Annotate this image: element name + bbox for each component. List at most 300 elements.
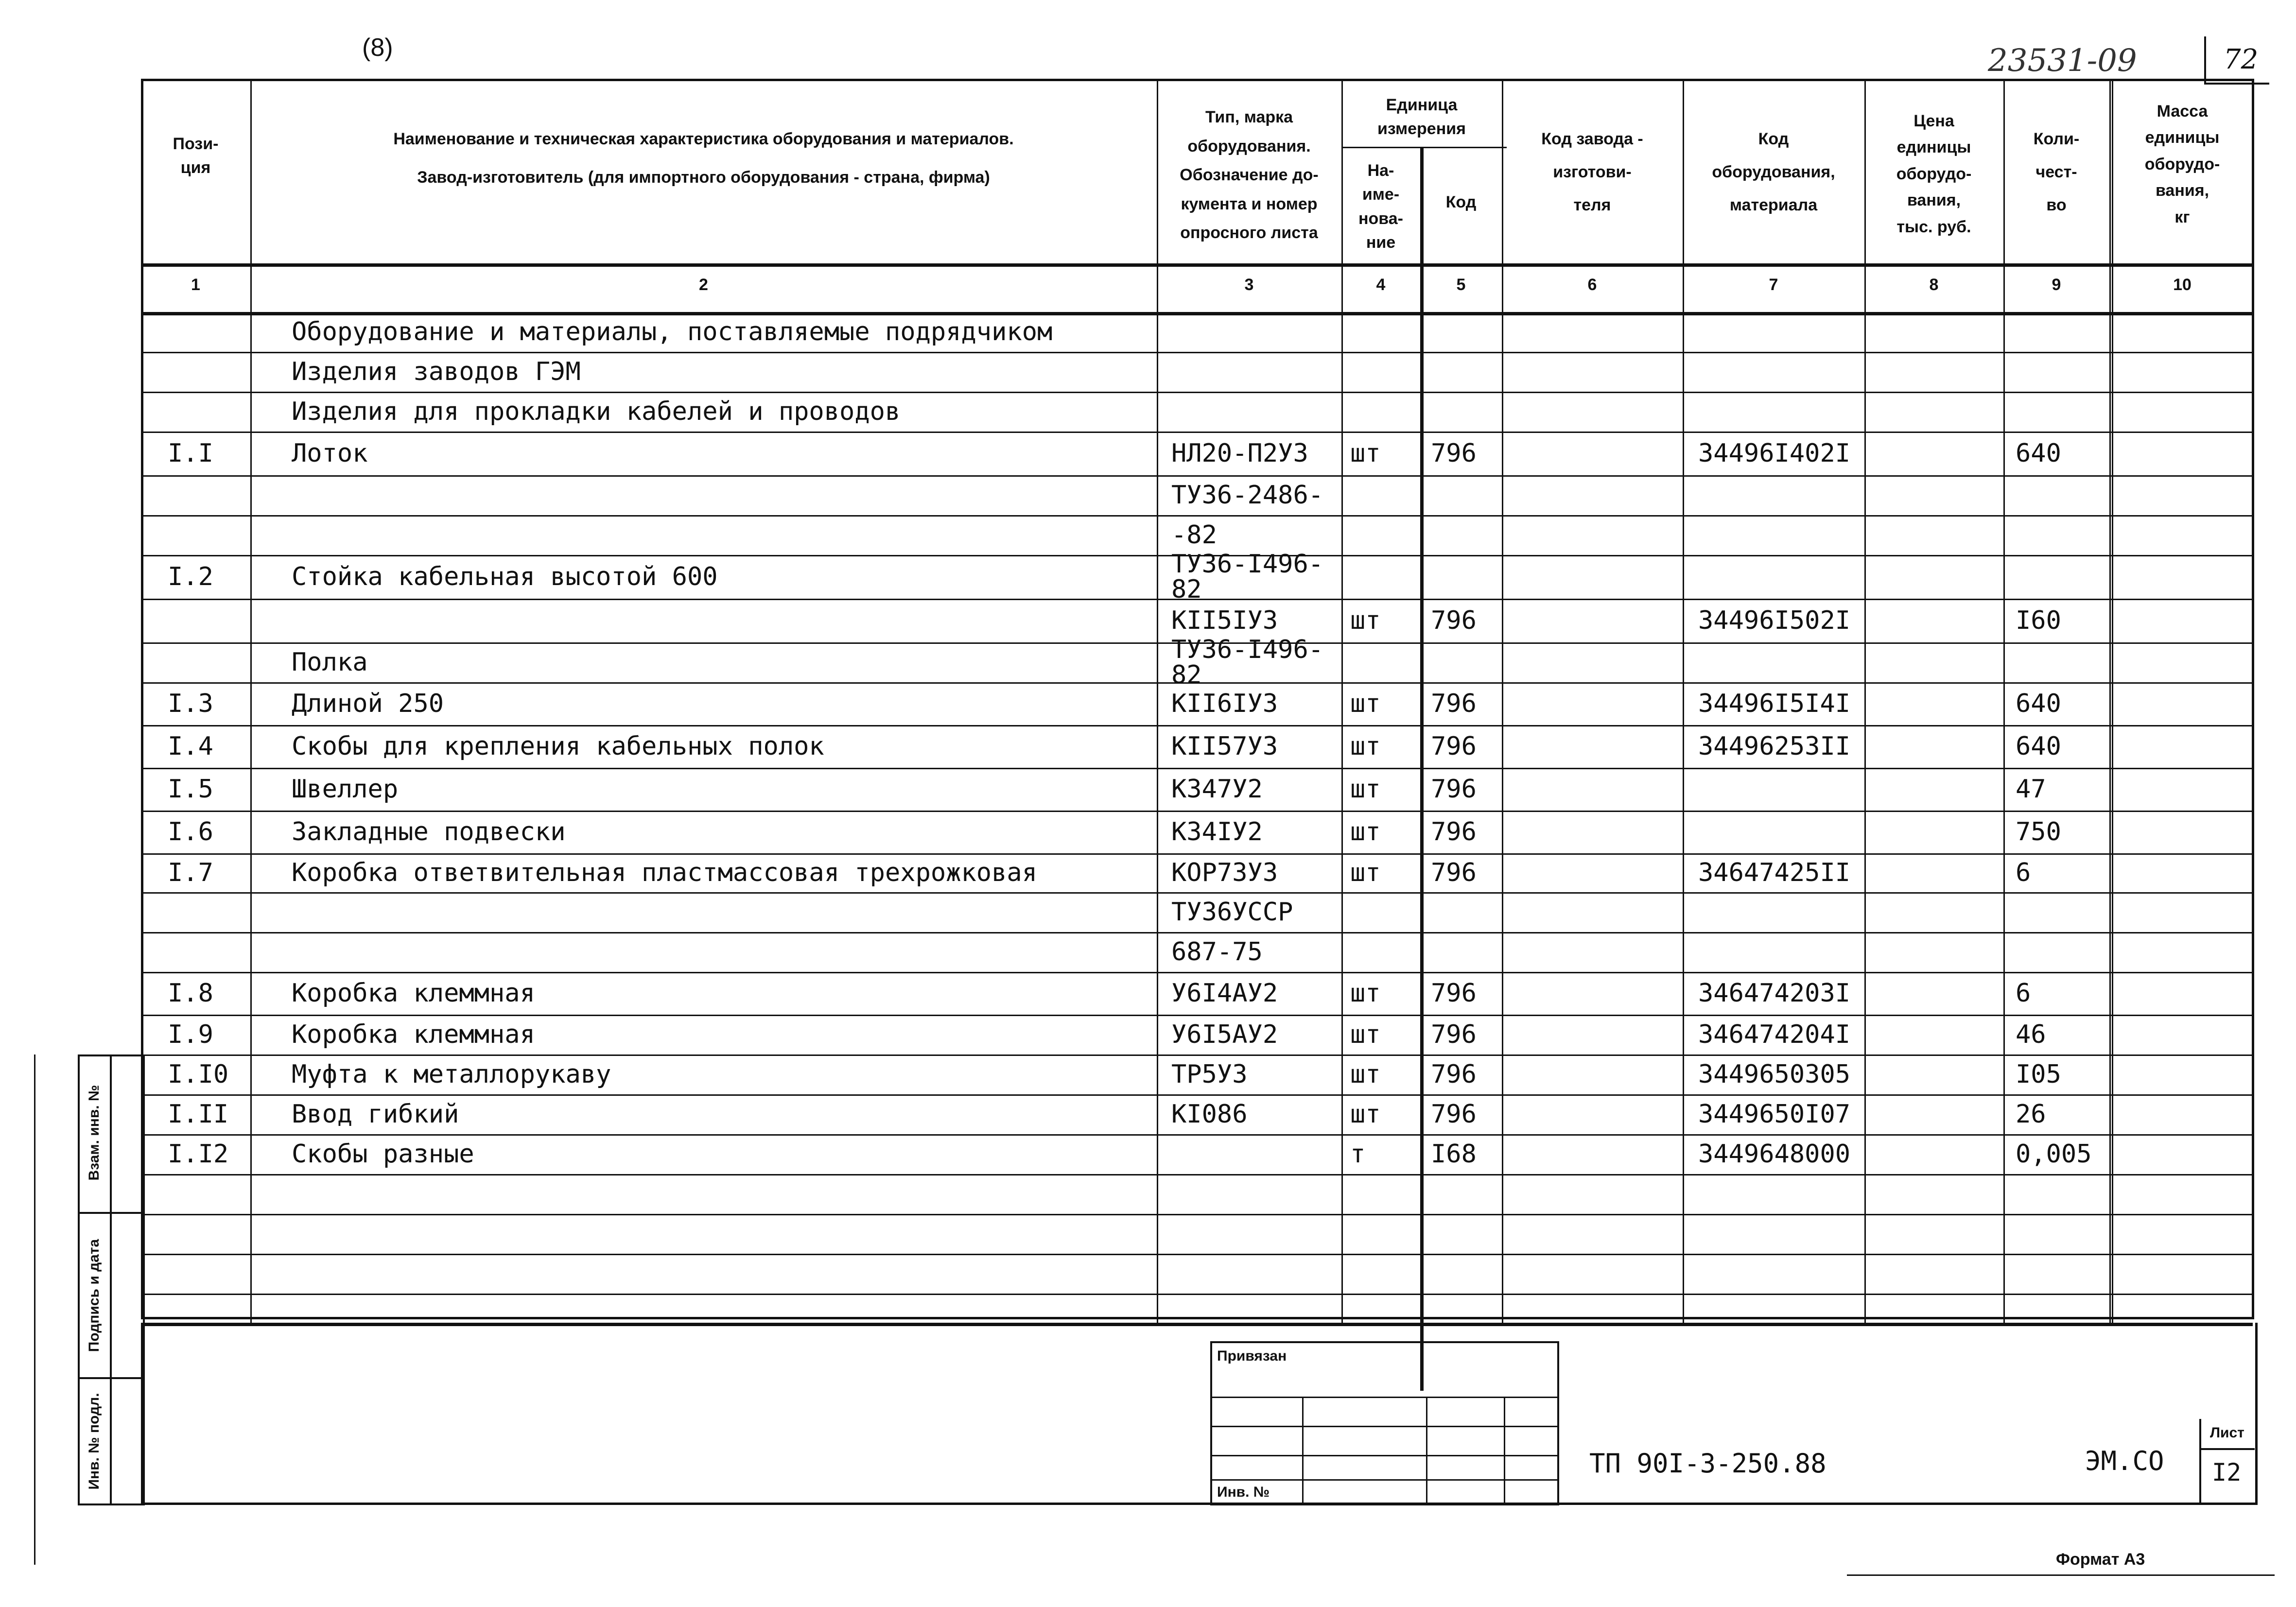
- cell-type: [1171, 312, 1339, 352]
- col-header-unit-code: Код: [1445, 193, 1477, 211]
- cell-type: КII57У3: [1171, 732, 1278, 761]
- cell-unit: шт: [1350, 1100, 1381, 1129]
- cell-pos: [168, 312, 247, 352]
- cell-mat: [1698, 768, 1861, 811]
- table-body: [141, 312, 2253, 1323]
- cell-plant: [1516, 1174, 1680, 1214]
- cell-price: [1879, 768, 2000, 811]
- table-row: [141, 635, 2253, 690]
- stamp-inv-label: Инв. №: [1217, 1484, 1270, 1500]
- cell-mass: [2126, 682, 2250, 725]
- cell-qty: [2016, 352, 2106, 392]
- cell-qty: 750: [2016, 817, 2061, 847]
- cell-plant: [1516, 1015, 1680, 1054]
- cell-mat: 346474203I: [1698, 979, 1851, 1008]
- cell-type: К34IУ2: [1171, 817, 1263, 847]
- cell-qty: 46: [2016, 1020, 2046, 1049]
- cell-code: 796: [1431, 979, 1477, 1008]
- cell-pos: I.8: [168, 979, 213, 1008]
- table-row: [141, 1094, 2253, 1134]
- table-row: [141, 811, 2253, 853]
- cell-plant: [1516, 1214, 1680, 1254]
- cell-name: Скобы разные: [292, 1140, 474, 1169]
- table-row: [141, 550, 2253, 604]
- cell-qty: I05: [2016, 1060, 2061, 1089]
- cell-mass: [2126, 642, 2250, 682]
- cell-code: 796: [1431, 1060, 1477, 1089]
- cell-mat: [1698, 312, 1861, 352]
- table-row: [141, 932, 2253, 972]
- cell-name: Коробка ответвительная пластмассовая трехрожковая: [292, 858, 1038, 887]
- table-row: [141, 475, 2253, 515]
- cell-pos: [168, 515, 247, 555]
- cell-qty: 6: [2016, 858, 2031, 887]
- cell-name: Длиной 250: [292, 689, 444, 718]
- col-num: 9: [2052, 276, 2061, 294]
- cell-name: Швеллер: [292, 775, 399, 804]
- cell-price: [1879, 892, 2000, 932]
- cell-mass: [2126, 555, 2250, 599]
- cell-code: 796: [1431, 732, 1477, 761]
- cell-mat: [1698, 642, 1861, 682]
- cell-mat: [1698, 515, 1861, 555]
- cell-mat: [1698, 352, 1861, 392]
- cell-price: [1879, 725, 2000, 768]
- cell-name: Полка: [292, 648, 368, 677]
- cell-qty: [2016, 555, 2106, 599]
- col-num: 8: [1929, 276, 1939, 294]
- mark: ЭМ.СО: [2085, 1446, 2164, 1476]
- cell-name: Коробка клеммная: [292, 1020, 535, 1049]
- cell-plant: [1516, 642, 1680, 682]
- cell-name: [292, 932, 1154, 972]
- table-row: [141, 1134, 2253, 1174]
- cell-mass: [2126, 392, 2250, 432]
- cell-plant: [1516, 768, 1680, 811]
- table-row: [141, 1054, 2253, 1094]
- table-row: [141, 1015, 2253, 1054]
- cell-price: [1879, 432, 2000, 475]
- col-header-plant-code: Код завода - изготови- теля: [1541, 130, 1643, 214]
- cell-unit: шт: [1350, 1020, 1381, 1049]
- cell-qty: [2016, 1254, 2106, 1294]
- cell-unit: [1350, 892, 1417, 932]
- cell-unit: [1350, 392, 1417, 432]
- cell-qty: [2016, 475, 2106, 515]
- cell-mat: 3449650I07: [1698, 1100, 1851, 1129]
- cell-unit: [1350, 932, 1417, 972]
- col-header-unit-group: Единица измерения: [1377, 96, 1466, 138]
- designation: ТП 90I-3-250.88: [1589, 1448, 1826, 1479]
- table-row: [141, 1254, 2253, 1294]
- cell-unit: [1350, 475, 1417, 515]
- cell-name: Ввод гибкий: [292, 1100, 459, 1129]
- cell-pos: I.4: [168, 732, 213, 761]
- cell-mat: [1698, 392, 1861, 432]
- cell-qty: [2016, 515, 2106, 555]
- cell-price: [1879, 515, 2000, 555]
- cell-unit: [1350, 642, 1417, 682]
- cell-type: У6I5АУ2: [1171, 1020, 1278, 1049]
- cell-plant: [1516, 1254, 1680, 1294]
- cell-mat: [1698, 1214, 1861, 1254]
- cell-plant: [1516, 1094, 1680, 1134]
- cell-code: [1431, 392, 1499, 432]
- table-row: [141, 972, 2253, 1015]
- cell-plant: [1516, 725, 1680, 768]
- cell-pos: [168, 642, 247, 682]
- cell-type: [1171, 1134, 1339, 1174]
- cell-pos: [168, 1254, 247, 1294]
- cell-pos: I.I0: [168, 1060, 229, 1089]
- cell-name: Коробка клеммная: [292, 979, 535, 1008]
- cell-pos: I.I: [168, 439, 213, 468]
- cell-mat: [1698, 1174, 1861, 1214]
- cell-mass: [2126, 432, 2250, 475]
- cell-pos: I.7: [168, 858, 213, 887]
- cell-code: [1431, 555, 1499, 599]
- col-num: 2: [699, 276, 708, 294]
- cell-unit: [1350, 1174, 1417, 1214]
- cell-pos: [168, 1174, 247, 1214]
- cell-code: 796: [1431, 775, 1477, 804]
- cell-plant: [1516, 312, 1680, 352]
- cell-qty: I60: [2016, 606, 2061, 635]
- cell-plant: [1516, 432, 1680, 475]
- spec-table: [141, 79, 2253, 1318]
- col-header-name: Наименование и техническая характеристика оборудования и материалов. Завод-изготовитель (для импортного оборудования - страна, фирма): [393, 130, 1014, 187]
- cell-type: [1171, 1214, 1339, 1254]
- sheet-number: I2: [2212, 1458, 2242, 1486]
- cell-pos: [168, 932, 247, 972]
- title-block: [141, 1323, 2258, 1505]
- cell-plant: [1516, 932, 1680, 972]
- cell-type: [1171, 1174, 1339, 1214]
- cell-price: [1879, 811, 2000, 853]
- page-number-handwritten: 72: [2224, 44, 2259, 75]
- cell-type: -82: [1171, 520, 1217, 550]
- cell-type: КII5IУ3: [1171, 606, 1278, 635]
- cell-mat: 34647425II: [1698, 858, 1851, 887]
- cell-type: КI086: [1171, 1100, 1248, 1129]
- cell-name: [292, 1214, 1154, 1254]
- col-num: 5: [1456, 276, 1466, 294]
- cell-unit: шт: [1350, 858, 1381, 887]
- cell-type: К347У2: [1171, 775, 1263, 804]
- cell-name: [292, 1174, 1154, 1214]
- cell-qty: 6: [2016, 979, 2031, 1008]
- cell-mass: [2126, 1094, 2250, 1134]
- cell-code: [1431, 932, 1499, 972]
- cell-price: [1879, 1054, 2000, 1094]
- side-strip: [78, 1054, 145, 1505]
- cell-plant: [1516, 1134, 1680, 1174]
- cell-qty: 640: [2016, 689, 2061, 718]
- cell-price: [1879, 1094, 2000, 1134]
- cell-pos: [168, 892, 247, 932]
- cell-name: [292, 1254, 1154, 1294]
- col-header-position: Пози- ция: [173, 135, 219, 177]
- cell-mass: [2126, 352, 2250, 392]
- cell-plant: [1516, 515, 1680, 555]
- cell-unit: шт: [1350, 439, 1381, 468]
- cell-pos: I.9: [168, 1020, 213, 1049]
- cell-price: [1879, 1214, 2000, 1254]
- cell-type: [1171, 352, 1339, 392]
- cell-pos: I.II: [168, 1100, 229, 1129]
- cell-name: [292, 475, 1154, 515]
- cell-price: [1879, 1015, 2000, 1054]
- cell-price: [1879, 1134, 2000, 1174]
- cell-price: [1879, 352, 2000, 392]
- cell-qty: 26: [2016, 1100, 2046, 1129]
- col-header-quantity: Коли- чест- во: [2033, 130, 2080, 214]
- cell-mass: [2126, 811, 2250, 853]
- cell-qty: [2016, 642, 2106, 682]
- cell-plant: [1516, 853, 1680, 892]
- cell-name: Изделия для прокладки кабелей и проводов: [292, 397, 901, 426]
- sheet-caption: Лист: [2210, 1425, 2244, 1441]
- cell-type: 687-75: [1171, 937, 1263, 967]
- cell-unit: [1350, 515, 1417, 555]
- cell-mass: [2126, 932, 2250, 972]
- cell-name: Муфта к металлорукаву: [292, 1060, 611, 1089]
- col-num: 6: [1587, 276, 1597, 294]
- cell-plant: [1516, 1054, 1680, 1094]
- cell-qty: [2016, 892, 2106, 932]
- cell-unit: шт: [1350, 817, 1381, 847]
- cell-mass: [2126, 515, 2250, 555]
- cell-name: [292, 515, 1154, 555]
- cell-mat: [1698, 555, 1861, 599]
- cell-code: [1431, 642, 1499, 682]
- cell-plant: [1516, 811, 1680, 853]
- table-row: [141, 312, 2253, 352]
- col-header-mass: Масса единицы оборудо- вания, кг: [2144, 102, 2220, 226]
- cell-plant: [1516, 599, 1680, 642]
- cell-pos: I.5: [168, 775, 213, 804]
- cell-plant: [1516, 392, 1680, 432]
- cell-price: [1879, 1254, 2000, 1294]
- cell-plant: [1516, 555, 1680, 599]
- cell-type: [1171, 392, 1339, 432]
- cell-type: КОР73У3: [1171, 858, 1278, 887]
- cell-code: [1431, 1254, 1499, 1294]
- table-row: [141, 725, 2253, 768]
- cell-code: 796: [1431, 1020, 1477, 1049]
- table-row: [141, 515, 2253, 555]
- table-row: [141, 768, 2253, 811]
- cell-plant: [1516, 682, 1680, 725]
- cell-qty: 47: [2016, 775, 2046, 804]
- cell-mat: 34496I502I: [1698, 606, 1851, 635]
- cell-qty: 0,005: [2016, 1140, 2092, 1169]
- cell-name: [292, 892, 1154, 932]
- cell-code: I68: [1431, 1140, 1477, 1169]
- cell-unit: шт: [1350, 732, 1381, 761]
- cell-plant: [1516, 892, 1680, 932]
- cell-code: 796: [1431, 858, 1477, 887]
- cell-type: ТУ36-I496-82: [1171, 635, 1324, 690]
- cell-unit: шт: [1350, 1060, 1381, 1089]
- cell-mass: [2126, 768, 2250, 811]
- cell-mass: [2126, 475, 2250, 515]
- table-row: [141, 682, 2253, 725]
- cell-code: [1431, 312, 1499, 352]
- binding-stamp: [1210, 1341, 1559, 1505]
- cell-price: [1879, 475, 2000, 515]
- cell-price: [1879, 682, 2000, 725]
- cell-pos: I.6: [168, 817, 213, 847]
- cell-mass: [2126, 1134, 2250, 1174]
- cell-type: У6I4АУ2: [1171, 979, 1278, 1008]
- side-label-vzam: Взам. инв. №: [86, 1085, 102, 1181]
- cell-unit: шт: [1350, 979, 1381, 1008]
- table-row: [141, 392, 2253, 432]
- table-row: [141, 432, 2253, 475]
- cell-unit: шт: [1350, 775, 1381, 804]
- table-row: [141, 1214, 2253, 1254]
- cell-pos: [168, 352, 247, 392]
- col-num: 1: [191, 276, 200, 294]
- cell-mat: 3449650305: [1698, 1060, 1851, 1089]
- cell-mass: [2126, 1015, 2250, 1054]
- cell-pos: [168, 1214, 247, 1254]
- cell-code: 796: [1431, 439, 1477, 468]
- cell-plant: [1516, 352, 1680, 392]
- cell-plant: [1516, 972, 1680, 1015]
- cell-price: [1879, 1174, 2000, 1214]
- cell-type: ТУ36-2486-: [1171, 481, 1324, 510]
- cell-mat: 346474204I: [1698, 1020, 1851, 1049]
- cell-qty: [2016, 392, 2106, 432]
- cell-type: ТУ36-I496-82: [1171, 550, 1324, 604]
- cell-unit: [1350, 312, 1417, 352]
- col-num: 3: [1244, 276, 1254, 294]
- cell-mass: [2126, 892, 2250, 932]
- cell-pos: [168, 392, 247, 432]
- cell-name: Оборудование и материалы, поставляемые подрядчиком: [292, 317, 1053, 346]
- cell-plant: [1516, 475, 1680, 515]
- cell-name: Стойка кабельная высотой 600: [292, 562, 718, 591]
- col-num: 10: [2173, 276, 2192, 294]
- cell-price: [1879, 932, 2000, 972]
- col-header-material-code: Код оборудования, материала: [1712, 130, 1835, 214]
- cell-unit: [1350, 1214, 1417, 1254]
- cell-unit: шт: [1350, 606, 1381, 635]
- format-label: Формат А3: [2056, 1550, 2145, 1569]
- cell-unit: т: [1350, 1140, 1366, 1169]
- stamp-title: Привязан: [1217, 1348, 1287, 1364]
- sheet-box: [2199, 1419, 2255, 1503]
- cell-mat: 34496I402I: [1698, 439, 1851, 468]
- sheet-label: (8): [362, 34, 393, 62]
- col-num: 4: [1376, 276, 1386, 294]
- cell-name: Закладные подвески: [292, 817, 566, 847]
- cell-mat: 34496I5I4I: [1698, 689, 1851, 718]
- cell-mass: [2126, 312, 2250, 352]
- doc-number-handwritten: 23531-09: [1988, 43, 2137, 79]
- cell-mat: 3449648000: [1698, 1140, 1851, 1169]
- cell-mass: [2126, 599, 2250, 642]
- cell-qty: [2016, 1174, 2106, 1214]
- cell-code: 796: [1431, 689, 1477, 718]
- cell-name: [292, 599, 1154, 642]
- col-header-unit-name: На- име- нова- ние: [1358, 161, 1403, 252]
- cell-type: [1171, 1254, 1339, 1294]
- cell-mass: [2126, 725, 2250, 768]
- cell-unit: шт: [1350, 689, 1381, 718]
- cell-qty: 640: [2016, 439, 2061, 468]
- cell-code: 796: [1431, 817, 1477, 847]
- cell-mat: [1698, 892, 1861, 932]
- cell-code: 796: [1431, 1100, 1477, 1129]
- table-row: [141, 853, 2253, 892]
- col-header-price: Цена единицы оборудо- вания, тыс. руб.: [1896, 112, 1972, 236]
- cell-mat: [1698, 475, 1861, 515]
- cell-type: НЛ20-П2У3: [1171, 439, 1308, 468]
- cell-price: [1879, 599, 2000, 642]
- col-num: 7: [1769, 276, 1778, 294]
- cell-mass: [2126, 1214, 2250, 1254]
- cell-code: [1431, 475, 1499, 515]
- cell-price: [1879, 392, 2000, 432]
- cell-type: ТР5У3: [1171, 1060, 1248, 1089]
- cell-qty: [2016, 312, 2106, 352]
- cell-pos: I.3: [168, 689, 213, 718]
- cell-name: Скобы для крепления кабельных полок: [292, 732, 824, 761]
- cell-price: [1879, 312, 2000, 352]
- cell-code: [1431, 515, 1499, 555]
- cell-mat: [1698, 811, 1861, 853]
- cell-pos: [168, 599, 247, 642]
- cell-qty: 640: [2016, 732, 2061, 761]
- cell-code: [1431, 1174, 1499, 1214]
- cell-mass: [2126, 972, 2250, 1015]
- cell-type: КII6IУ3: [1171, 689, 1278, 718]
- cell-price: [1879, 972, 2000, 1015]
- cell-mass: [2126, 1054, 2250, 1094]
- cell-pos: [168, 475, 247, 515]
- cell-price: [1879, 642, 2000, 682]
- table-row: [141, 892, 2253, 932]
- cell-qty: [2016, 1214, 2106, 1254]
- cell-code: [1431, 892, 1499, 932]
- cell-mass: [2126, 1174, 2250, 1214]
- cell-mass: [2126, 1254, 2250, 1294]
- cell-code: 796: [1431, 606, 1477, 635]
- cell-pos: I.I2: [168, 1140, 229, 1169]
- cell-mat: [1698, 1254, 1861, 1294]
- cell-name: Лоток: [292, 439, 368, 468]
- side-label-inv-podl: Инв. № подл.: [86, 1393, 102, 1490]
- cell-unit: [1350, 352, 1417, 392]
- cell-price: [1879, 853, 2000, 892]
- cell-mat: 34496253II: [1698, 732, 1851, 761]
- cell-type: ТУ36УССР: [1171, 898, 1293, 927]
- cell-code: [1431, 352, 1499, 392]
- table-row: [141, 1174, 2253, 1214]
- cell-code: [1431, 1214, 1499, 1254]
- cell-pos: I.2: [168, 562, 213, 591]
- cell-unit: [1350, 1254, 1417, 1294]
- cell-mass: [2126, 853, 2250, 892]
- cell-name: Изделия заводов ГЭМ: [292, 357, 581, 386]
- cell-qty: [2016, 932, 2106, 972]
- col-header-type: Тип, марка оборудования. Обозначение до- кумента и номер опросного листа: [1180, 108, 1319, 242]
- cell-unit: [1350, 555, 1417, 599]
- side-label-podpis: Подпись и дата: [86, 1239, 102, 1352]
